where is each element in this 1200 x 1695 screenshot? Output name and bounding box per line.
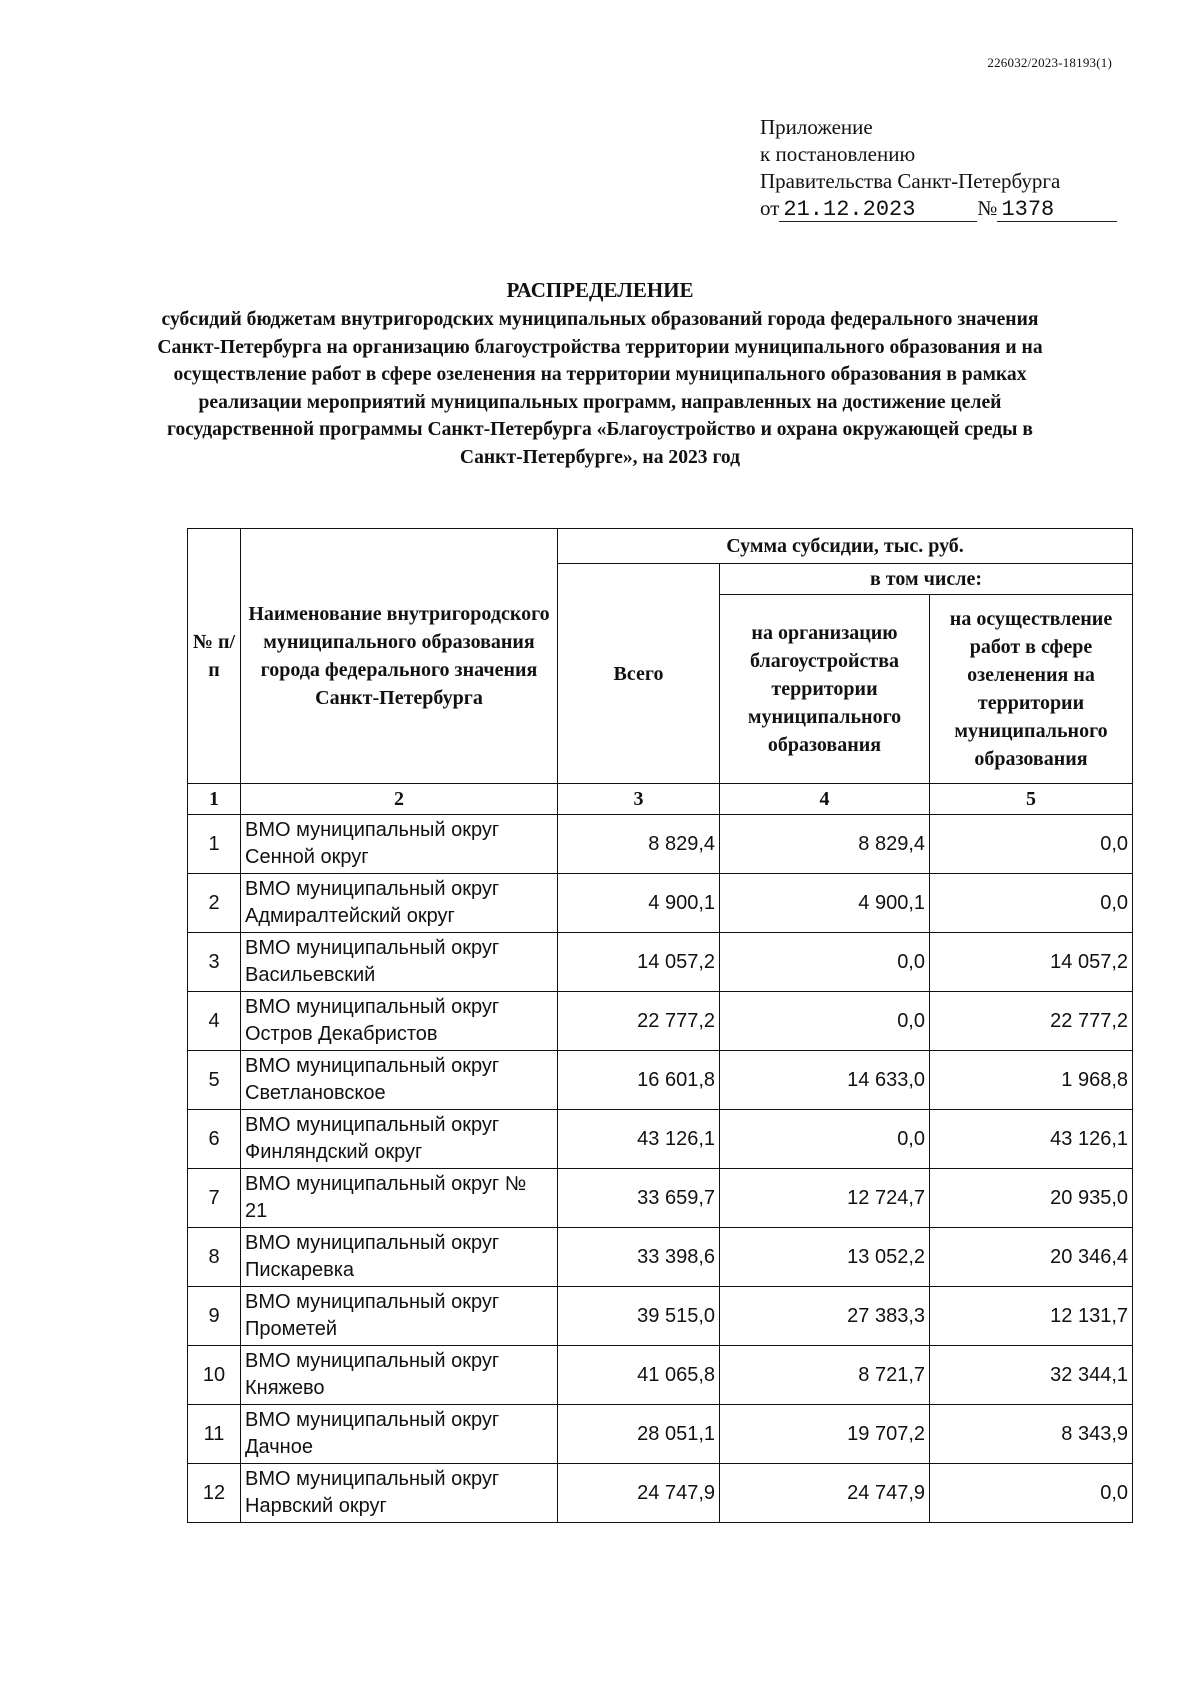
col-number: 1 bbox=[188, 784, 241, 815]
table-row bbox=[188, 874, 1133, 933]
row-total: 39 515,0 bbox=[558, 1287, 720, 1346]
row-improvement: 8 829,4 bbox=[720, 815, 930, 874]
row-name: ВМО муниципальный округ № 21 bbox=[241, 1169, 558, 1228]
table-row bbox=[188, 1346, 1133, 1405]
row-number: 1 bbox=[188, 815, 241, 874]
row-total: 8 829,4 bbox=[558, 815, 720, 874]
row-number: 3 bbox=[188, 933, 241, 992]
row-name: ВМО муниципальный округ Финляндский округ bbox=[241, 1110, 558, 1169]
subsidy-table bbox=[187, 528, 1133, 1523]
column-number-row bbox=[188, 784, 1133, 815]
row-improvement: 8 721,7 bbox=[720, 1346, 930, 1405]
row-number: 10 bbox=[188, 1346, 241, 1405]
row-greening: 12 131,7 bbox=[930, 1287, 1133, 1346]
table-row bbox=[188, 815, 1133, 874]
row-improvement: 0,0 bbox=[720, 1110, 930, 1169]
row-number: 7 bbox=[188, 1169, 241, 1228]
table-row bbox=[188, 1464, 1133, 1523]
row-number: 2 bbox=[188, 874, 241, 933]
table-row bbox=[188, 1110, 1133, 1169]
number-prefix: № bbox=[977, 196, 998, 220]
table-row bbox=[188, 1169, 1133, 1228]
row-total: 28 051,1 bbox=[558, 1405, 720, 1464]
row-improvement: 0,0 bbox=[720, 933, 930, 992]
row-number: 4 bbox=[188, 992, 241, 1051]
appendix-line-3: Правительства Санкт-Петербурга bbox=[760, 169, 1061, 193]
row-name: ВМО муниципальный округ Светлановское bbox=[241, 1051, 558, 1110]
header-total: Всего bbox=[558, 564, 720, 784]
row-improvement: 19 707,2 bbox=[720, 1405, 930, 1464]
table-row bbox=[188, 933, 1133, 992]
row-improvement: 14 633,0 bbox=[720, 1051, 930, 1110]
header-num: № п/п bbox=[188, 529, 241, 784]
row-improvement: 12 724,7 bbox=[720, 1169, 930, 1228]
row-name: ВМО муниципальный округ Прометей bbox=[241, 1287, 558, 1346]
row-greening: 22 777,2 bbox=[930, 992, 1133, 1051]
row-improvement: 27 383,3 bbox=[720, 1287, 930, 1346]
row-name: ВМО муниципальный округ Васильевский bbox=[241, 933, 558, 992]
resolution-number: 1378 bbox=[997, 199, 1117, 222]
row-improvement: 13 052,2 bbox=[720, 1228, 930, 1287]
row-name: ВМО муниципальный округ Нарвский округ bbox=[241, 1464, 558, 1523]
table-row bbox=[188, 1051, 1133, 1110]
row-greening: 1 968,8 bbox=[930, 1051, 1133, 1110]
row-number: 8 bbox=[188, 1228, 241, 1287]
col-number: 4 bbox=[720, 784, 930, 815]
header-improvement: на организацию благоустройства территории муниципального образования bbox=[720, 595, 930, 784]
row-total: 43 126,1 bbox=[558, 1110, 720, 1169]
row-total: 33 398,6 bbox=[558, 1228, 720, 1287]
table-row bbox=[188, 1228, 1133, 1287]
row-greening: 20 935,0 bbox=[930, 1169, 1133, 1228]
table-row bbox=[188, 1405, 1133, 1464]
row-name: ВМО муниципальный округ Княжево bbox=[241, 1346, 558, 1405]
row-greening: 43 126,1 bbox=[930, 1110, 1133, 1169]
row-total: 33 659,7 bbox=[558, 1169, 720, 1228]
row-improvement: 0,0 bbox=[720, 992, 930, 1051]
document-id: 226032/2023-18193(1) bbox=[987, 55, 1112, 70]
appendix-block bbox=[760, 114, 1117, 222]
row-name: ВМО муниципальный округ Пискаревка bbox=[241, 1228, 558, 1287]
row-total: 22 777,2 bbox=[558, 992, 720, 1051]
col-number: 5 bbox=[930, 784, 1133, 815]
row-greening: 14 057,2 bbox=[930, 933, 1133, 992]
row-greening: 8 343,9 bbox=[930, 1405, 1133, 1464]
row-number: 11 bbox=[188, 1405, 241, 1464]
row-total: 41 065,8 bbox=[558, 1346, 720, 1405]
row-number: 5 bbox=[188, 1051, 241, 1110]
row-total: 16 601,8 bbox=[558, 1051, 720, 1110]
row-greening: 0,0 bbox=[930, 874, 1133, 933]
col-number: 3 bbox=[558, 784, 720, 815]
document-subtitle: субсидий бюджетам внутригородских муниципальных образований города федерального значения Санкт-Петербурга на организацию благоустройства территории муниципального образования и на осуществление работ в сфере озеленения на территории муниципального образования в рамках реализации мероприятий муниципальных программ, направленных на достижение целей государственной программы Санкт-Петербурга «Благоустройство и охрана окружающей среды в Санкт-Петербурге», на 2023 год bbox=[157, 309, 1043, 468]
document-title: РАСПРЕДЕЛЕНИЕ bbox=[506, 278, 694, 302]
row-number: 6 bbox=[188, 1110, 241, 1169]
row-greening: 32 344,1 bbox=[930, 1346, 1133, 1405]
row-greening: 0,0 bbox=[930, 815, 1133, 874]
appendix-date-line bbox=[760, 195, 1117, 222]
row-name: ВМО муниципальный округ Адмиралтейский округ bbox=[241, 874, 558, 933]
header-sum: Сумма субсидии, тыс. руб. bbox=[558, 529, 1133, 564]
row-total: 24 747,9 bbox=[558, 1464, 720, 1523]
row-greening: 0,0 bbox=[930, 1464, 1133, 1523]
appendix-line-2: к постановлению bbox=[760, 142, 916, 166]
date-prefix: от bbox=[760, 196, 780, 220]
table-row bbox=[188, 1287, 1133, 1346]
row-improvement: 24 747,9 bbox=[720, 1464, 930, 1523]
table-row bbox=[188, 992, 1133, 1051]
row-number: 9 bbox=[188, 1287, 241, 1346]
resolution-date: 21.12.2023 bbox=[779, 199, 977, 222]
header-greening: на осуществление работ в сфере озеленения на территории муниципального образования bbox=[930, 595, 1133, 784]
row-total: 4 900,1 bbox=[558, 874, 720, 933]
row-number: 12 bbox=[188, 1464, 241, 1523]
row-total: 14 057,2 bbox=[558, 933, 720, 992]
row-name: ВМО муниципальный округ Сенной округ bbox=[241, 815, 558, 874]
appendix-line-1: Приложение bbox=[760, 115, 873, 139]
col-number: 2 bbox=[241, 784, 558, 815]
row-name: ВМО муниципальный округ Дачное bbox=[241, 1405, 558, 1464]
header-including: в том числе: bbox=[720, 564, 1133, 595]
header-name: Наименование внутригородского муниципального образования города федерального значения Санкт-Петербурга bbox=[241, 529, 558, 784]
row-improvement: 4 900,1 bbox=[720, 874, 930, 933]
row-greening: 20 346,4 bbox=[930, 1228, 1133, 1287]
row-name: ВМО муниципальный округ Остров Декабристов bbox=[241, 992, 558, 1051]
